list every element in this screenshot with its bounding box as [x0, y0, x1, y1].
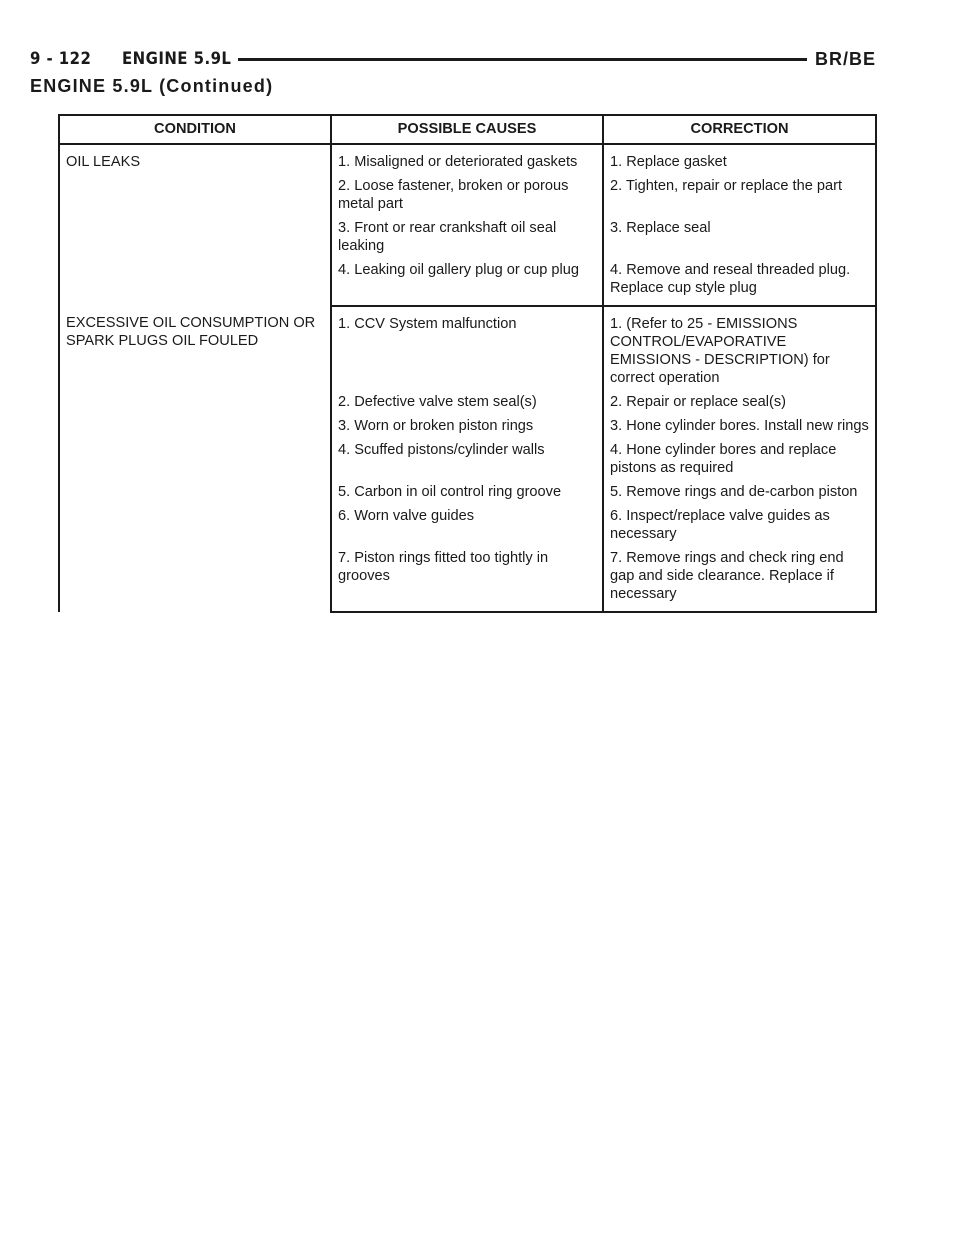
correction-cell: 6. Inspect/replace valve guides as necessary — [603, 507, 876, 549]
cause-cell: 2. Loose fastener, broken or porous metal part — [331, 177, 603, 219]
correction-cell: 2. Repair or replace seal(s) — [603, 393, 876, 417]
table-row — [59, 306, 876, 393]
correction-cell: 5. Remove rings and de-carbon piston — [603, 483, 876, 507]
correction-cell: 3. Hone cylinder bores. Install new rings — [603, 417, 876, 441]
cause-cell: 3. Front or rear crankshaft oil seal leaking — [331, 219, 603, 261]
cause-cell: 3. Worn or broken piston rings — [331, 417, 603, 441]
section-title: ENGINE 5.9L — [122, 49, 232, 69]
model-code: BR/BE — [814, 48, 876, 69]
cause-cell: 4. Scuffed pistons/cylinder walls — [331, 441, 603, 483]
correction-cell: 1. (Refer to 25 - EMISSIONS CONTROL/EVAPORATIVE EMISSIONS - DESCRIPTION) for correct operation — [603, 306, 876, 393]
table-header-row — [59, 115, 876, 144]
column-header-condition: CONDITION — [59, 115, 331, 144]
page-number: 9 - 122 — [30, 49, 92, 69]
diagnosis-table — [58, 114, 877, 613]
correction-cell: 7. Remove rings and check ring end gap and side clearance. Replace if necessary — [603, 549, 876, 612]
column-header-correction: CORRECTION — [603, 115, 876, 144]
cause-cell: 4. Leaking oil gallery plug or cup plug — [331, 261, 603, 306]
condition-cell: OIL LEAKS — [59, 144, 331, 306]
cause-cell: 6. Worn valve guides — [331, 507, 603, 549]
condition-cell: EXCESSIVE OIL CONSUMPTION OR SPARK PLUGS OIL FOULED — [59, 306, 331, 612]
cause-cell: 5. Carbon in oil control ring groove — [331, 483, 603, 507]
column-header-causes: POSSIBLE CAUSES — [331, 115, 603, 144]
cause-cell: 7. Piston rings fitted too tightly in grooves — [331, 549, 603, 612]
header-rule — [238, 58, 807, 61]
cause-cell: 1. CCV System malfunction — [331, 306, 603, 393]
correction-cell: 4. Remove and reseal threaded plug. Replace cup style plug — [603, 261, 876, 306]
table-row — [59, 144, 876, 177]
cause-cell: 2. Defective valve stem seal(s) — [331, 393, 603, 417]
continued-heading: ENGINE 5.9L (Continued) — [30, 76, 274, 96]
page-header — [30, 44, 876, 74]
correction-cell: 4. Hone cylinder bores and replace pistons as required — [603, 441, 876, 483]
correction-cell: 1. Replace gasket — [603, 144, 876, 177]
cause-cell: 1. Misaligned or deteriorated gaskets — [331, 144, 603, 177]
correction-cell: 2. Tighten, repair or replace the part — [603, 177, 876, 219]
correction-cell: 3. Replace seal — [603, 219, 876, 261]
